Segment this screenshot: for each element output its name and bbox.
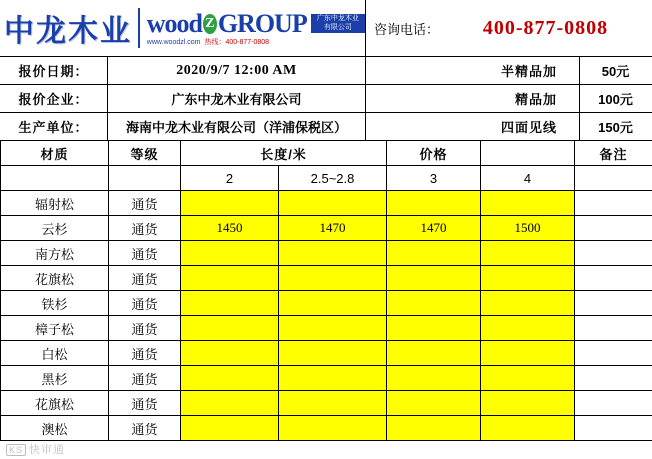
hotline-label: 咨询电话： <box>374 21 440 37</box>
hotline-cell <box>366 0 652 56</box>
logo-website: www.woodzl.com <box>146 38 201 46</box>
row-price-4[interactable] <box>481 416 575 441</box>
row-species: 云杉 <box>1 216 109 241</box>
table-row <box>1 241 652 266</box>
logo-divider <box>138 8 140 48</box>
row-price-2[interactable] <box>181 241 279 266</box>
row-price-3[interactable] <box>387 291 481 316</box>
logo-chinese-name: 中龙木业 <box>4 15 132 48</box>
row-price-4[interactable] <box>481 291 575 316</box>
row-price-2p5[interactable] <box>279 366 387 391</box>
sheet-header <box>0 0 652 57</box>
table-row <box>1 416 652 441</box>
row-price-2[interactable] <box>181 391 279 416</box>
logo-company-badge: 广东中龙木业有限公司 <box>311 14 365 34</box>
row-price-2[interactable] <box>181 316 279 341</box>
length-col-4: 4 <box>481 166 575 191</box>
row-price-2[interactable] <box>181 291 279 316</box>
row-price-2p5[interactable] <box>279 341 387 366</box>
row-note <box>575 366 652 391</box>
table-row <box>1 316 652 341</box>
row-species: 黑杉 <box>1 366 109 391</box>
company-logo <box>0 0 366 56</box>
row-species: 白松 <box>1 341 109 366</box>
four-side-line-label: 四面见线 <box>366 113 580 140</box>
row-price-3[interactable] <box>387 391 481 416</box>
semi-finish-label: 半精品加 <box>366 57 580 84</box>
producer-value: 海南中龙木业有限公司（洋浦保税区） <box>108 113 366 140</box>
table-header-row <box>1 141 652 166</box>
row-grade: 通货 <box>109 391 181 416</box>
header-material: 材质 <box>1 141 109 166</box>
row-price-4[interactable] <box>481 366 575 391</box>
subheader-material-blank <box>1 166 109 191</box>
row-price-4[interactable] <box>481 316 575 341</box>
row-species: 花旗松 <box>1 266 109 291</box>
table-row <box>1 191 652 216</box>
length-col-3: 3 <box>387 166 481 191</box>
row-species: 澳松 <box>1 416 109 441</box>
row-price-2p5[interactable] <box>279 416 387 441</box>
row-note <box>575 316 652 341</box>
quote-date-label: 报价日期： <box>0 57 108 84</box>
quote-date-value: 2020/9/7 12:00 AM <box>108 57 366 84</box>
hotline-number: 400-877-0808 <box>482 16 609 39</box>
row-price-2[interactable] <box>181 416 279 441</box>
subheader-note-blank <box>575 166 652 191</box>
info-row-date <box>0 57 652 85</box>
quote-company-label: 报价企业： <box>0 85 108 112</box>
table-row <box>1 341 652 366</box>
row-price-3[interactable]: 1470 <box>387 216 481 241</box>
semi-finish-value: 50元 <box>601 64 630 79</box>
row-note <box>575 391 652 416</box>
row-note <box>575 216 652 241</box>
row-price-4[interactable] <box>481 266 575 291</box>
logo-english-block <box>146 8 365 46</box>
info-row-company <box>0 85 652 113</box>
row-grade: 通货 <box>109 291 181 316</box>
row-price-2p5[interactable] <box>279 391 387 416</box>
finish-value: 100元 <box>598 92 633 107</box>
row-price-3[interactable] <box>387 316 481 341</box>
row-price-2[interactable] <box>181 341 279 366</box>
header-price-blank <box>481 141 575 166</box>
price-table <box>0 141 652 441</box>
header-price: 价格 <box>387 141 481 166</box>
row-price-2p5[interactable] <box>279 291 387 316</box>
row-note <box>575 191 652 216</box>
row-note <box>575 266 652 291</box>
row-species: 樟子松 <box>1 316 109 341</box>
producer-label: 生产单位： <box>0 113 108 140</box>
row-note <box>575 341 652 366</box>
table-row <box>1 366 652 391</box>
row-price-2p5[interactable] <box>279 316 387 341</box>
table-row <box>1 266 652 291</box>
length-col-1: 2 <box>181 166 279 191</box>
row-grade: 通货 <box>109 341 181 366</box>
length-col-2: 2.5~2.8 <box>279 166 387 191</box>
row-grade: 通货 <box>109 416 181 441</box>
row-price-2[interactable] <box>181 191 279 216</box>
row-note <box>575 416 652 441</box>
watermark <box>6 441 65 457</box>
logo-subline <box>147 39 365 46</box>
logo-z-circle-icon: Z <box>203 14 217 34</box>
row-grade: 通货 <box>109 241 181 266</box>
row-grade: 通货 <box>109 216 181 241</box>
row-price-2p5[interactable]: 1470 <box>279 216 387 241</box>
table-row <box>1 391 652 416</box>
subheader-grade-blank <box>109 166 181 191</box>
row-grade: 通货 <box>109 366 181 391</box>
row-species: 辐射松 <box>1 191 109 216</box>
row-species: 南方松 <box>1 241 109 266</box>
row-price-3[interactable] <box>387 416 481 441</box>
row-grade: 通货 <box>109 316 181 341</box>
table-row <box>1 216 652 241</box>
row-price-2p5[interactable] <box>279 241 387 266</box>
row-grade: 通货 <box>109 191 181 216</box>
row-price-4[interactable] <box>481 341 575 366</box>
four-side-line-value: 150元 <box>598 120 633 135</box>
row-grade: 通货 <box>109 266 181 291</box>
quote-company-value: 广东中龙木业有限公司 <box>108 85 366 112</box>
row-species: 花旗松 <box>1 391 109 416</box>
logo-english-row <box>146 8 365 38</box>
row-price-2[interactable] <box>181 266 279 291</box>
row-price-2p5[interactable] <box>279 266 387 291</box>
row-price-3[interactable] <box>387 191 481 216</box>
logo-hotline: 热线：400-877-0808 <box>204 38 270 46</box>
row-price-2[interactable] <box>181 366 279 391</box>
row-price-4[interactable]: 1500 <box>481 216 575 241</box>
row-price-3[interactable] <box>387 366 481 391</box>
watermark-key: KS <box>6 444 26 456</box>
row-note <box>575 241 652 266</box>
row-price-4[interactable] <box>481 391 575 416</box>
row-price-3[interactable] <box>387 341 481 366</box>
row-note <box>575 291 652 316</box>
row-price-4[interactable] <box>481 241 575 266</box>
row-species: 铁杉 <box>1 291 109 316</box>
row-price-2p5[interactable] <box>279 191 387 216</box>
table-row <box>1 291 652 316</box>
finish-label: 精品加 <box>366 85 580 112</box>
watermark-text: 快审通 <box>29 444 66 456</box>
header-note: 备注 <box>575 141 652 166</box>
row-price-3[interactable] <box>387 266 481 291</box>
logo-group-text: GROUP <box>217 8 307 38</box>
table-subheader-row <box>1 166 652 191</box>
row-price-2[interactable]: 1450 <box>181 216 279 241</box>
row-price-4[interactable] <box>481 191 575 216</box>
info-row-producer <box>0 113 652 141</box>
header-grade: 等级 <box>109 141 181 166</box>
logo-wood-text: wood <box>146 8 203 38</box>
row-price-3[interactable] <box>387 241 481 266</box>
header-length: 长度/米 <box>181 141 387 166</box>
